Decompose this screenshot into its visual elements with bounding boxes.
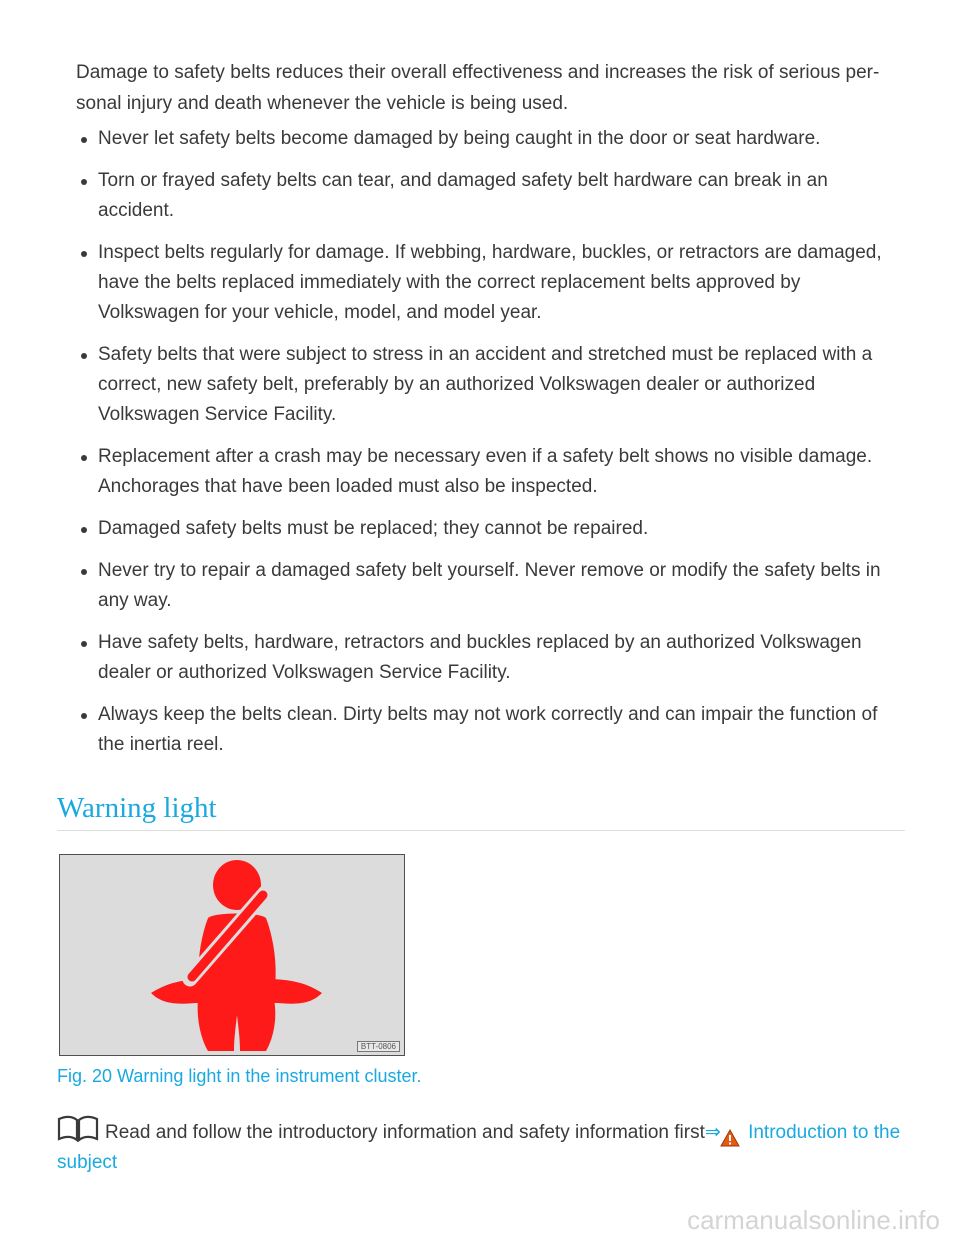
list-item-text: Damaged safety belts must be replaced; they cannot be repaired. <box>98 518 649 539</box>
bullet-dot <box>81 527 87 533</box>
list-item-text: Never let safety belts become damaged by being caught in the door or seat hardware. <box>98 128 821 149</box>
book-icon <box>57 1115 99 1143</box>
list-item-text: Replacement after a crash may be necessary even if a safety belt shows no visible damage. Anchorages that have been loaded must also be inspected. <box>98 446 873 497</box>
list-item-text: Torn or frayed safety belts can tear, and damaged safety belt hardware can break in an accident. <box>98 170 828 221</box>
bullet-dot <box>81 353 87 359</box>
bullet-dot <box>81 137 87 143</box>
watermark: carmanualsonline.info <box>687 1205 940 1235</box>
list-item <box>76 340 896 430</box>
list-item-text: Inspect belts regularly for damage. If webbing, hardware, buckles, or retractors are damaged, have the belts replaced immediately with the correct replacement belts approved by Volkswagen for your vehicle, model, and model year. <box>98 242 882 323</box>
read-first-notice <box>57 1115 907 1178</box>
warning-triangle-icon <box>719 1124 741 1148</box>
bullet-dot <box>81 455 87 461</box>
figure-code: BTT-0806 <box>357 1041 400 1052</box>
figure-caption: Fig. 20 Warning light in the instrument cluster. <box>57 1066 422 1086</box>
read-first-text: Read and follow the introductory information and safety information first <box>105 1122 705 1143</box>
section-divider <box>57 830 905 831</box>
list-item-text: Safety belts that were subject to stress in an accident and stretched must be replaced with a correct, new safety belt, preferably by an authorized Volkswagen dealer or authorized Volkswagen Service Facility. <box>98 344 873 425</box>
bullet-dot <box>81 251 87 257</box>
bullet-dot <box>81 569 87 575</box>
list-item-text: Always keep the belts clean. Dirty belts may not work correctly and can impair the function of the inertia reel. <box>98 704 878 755</box>
bullet-dot <box>81 179 87 185</box>
list-item <box>76 514 896 544</box>
list-item <box>76 124 896 154</box>
list-item <box>76 700 896 760</box>
list-item-text: Never try to repair a damaged safety belt yourself. Never remove or modify the safety belts in any way. <box>98 560 881 611</box>
list-item <box>76 238 896 328</box>
list-item <box>76 556 896 616</box>
bullet-dot <box>81 713 87 719</box>
list-item <box>76 442 896 502</box>
arrow-icon: ⇒ <box>704 1122 721 1143</box>
list-item <box>76 628 896 688</box>
intro-paragraph: Damage to safety belts reduces their overall effectiveness and increases the risk of serious per-sonal injury and death whenever the vehicle is being used. <box>76 62 880 114</box>
list-item <box>76 166 896 226</box>
bullet-dot <box>81 641 87 647</box>
safety-bullet-list <box>76 124 896 772</box>
seatbelt-warning-icon <box>60 855 404 1055</box>
warning-light-figure <box>59 854 405 1056</box>
list-item-text: Have safety belts, hardware, retractors and buckles replaced by an authorized Volkswagen dealer or authorized Volkswagen Service Facility. <box>98 632 862 683</box>
section-title: Warning light <box>57 792 217 824</box>
introduction-link[interactable]: Introduction to the subject <box>57 1122 901 1173</box>
